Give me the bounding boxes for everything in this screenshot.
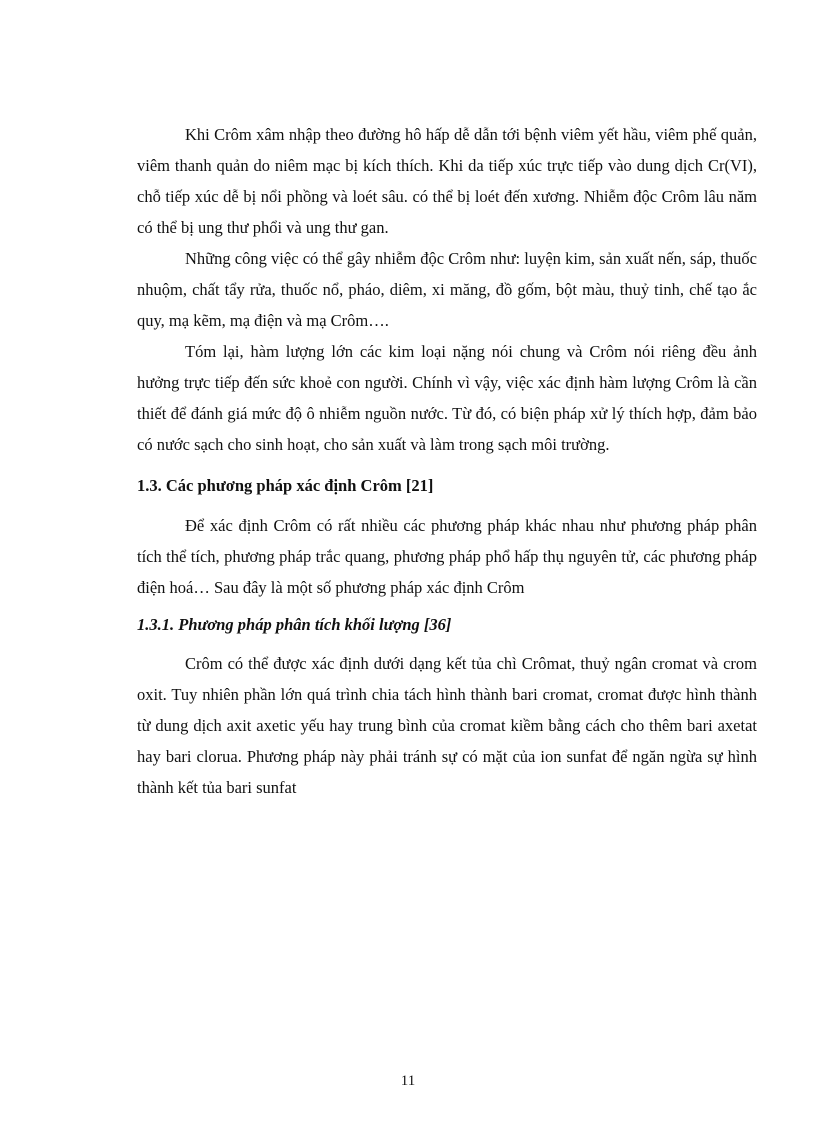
section-heading: 1.3. Các phương pháp xác định Crôm [21] — [137, 476, 434, 495]
paragraph-summary: Tóm lại, hàm lượng lớn các kim loại nặng nói chung và Crôm nói riêng đều ảnh hưởng trực tiếp đến sức khoẻ con người. Chính vì vậy, việc xác định hàm lượng Crôm là cần thiết để đánh giá mức độ ô nhiễm nguồn nước. Từ đó, có biện pháp xử lý thích hợp, đảm bảo có nước sạch cho sinh hoạt, cho sản xuất và làm trong sạch môi trường. — [137, 342, 757, 454]
paragraph-occupations: Những công việc có thể gây nhiễm độc Crôm như: luyện kim, sản xuất nến, sáp, thuốc nhuộm, chất tẩy rửa, thuốc nổ, pháo, diêm, xi măng, đồ gốm, bột màu, thuỷ tinh, chế tạo ắc quy, mạ kẽm, mạ điện và mạ Crôm…. — [137, 249, 757, 330]
page-number: 11 — [400, 1073, 416, 1089]
subsection-heading: 1.3.1. Phương pháp phân tích khối lượng [36] — [137, 615, 452, 634]
paragraph-chromium-exposure: Khi Crôm xâm nhập theo đường hô hấp dễ dẫn tới bệnh viêm yết hầu, viêm phế quản, viêm thanh quản do niêm mạc bị kích thích. Khi da tiếp xúc trực tiếp vào dung dịch Cr(VI), chỗ tiếp xúc dễ bị nổi phồng và loét sâu. có thể bị loét đến xương. Nhiễm độc Crôm lâu năm có thể bị ung thư phổi và ung thư gan. — [137, 125, 757, 237]
paragraph-gravimetric-method: Crôm có thể được xác định dưới dạng kết tủa chì Crômat, thuỷ ngân cromat và crom oxit. Tuy nhiên phần lớn quá trình chia tách hình thành bari cromat, cromat được hình thành từ dung dịch axit axetic yếu hay trung bình của cromat kiềm bằng cách cho thêm bari axetat hay bari clorua. Phương pháp này phải tránh sự có mặt của ion sunfat để ngăn ngừa sự hình thành kết tủa bari sunfat — [137, 654, 757, 797]
page-body — [137, 119, 757, 803]
paragraph-methods-intro: Để xác định Crôm có rất nhiều các phương pháp khác nhau như phương pháp phân tích thể tích, phương pháp trắc quang, phương pháp phổ hấp thụ nguyên tử, các phương pháp điện hoá… Sau đây là một số phương pháp xác định Crôm — [137, 516, 757, 597]
